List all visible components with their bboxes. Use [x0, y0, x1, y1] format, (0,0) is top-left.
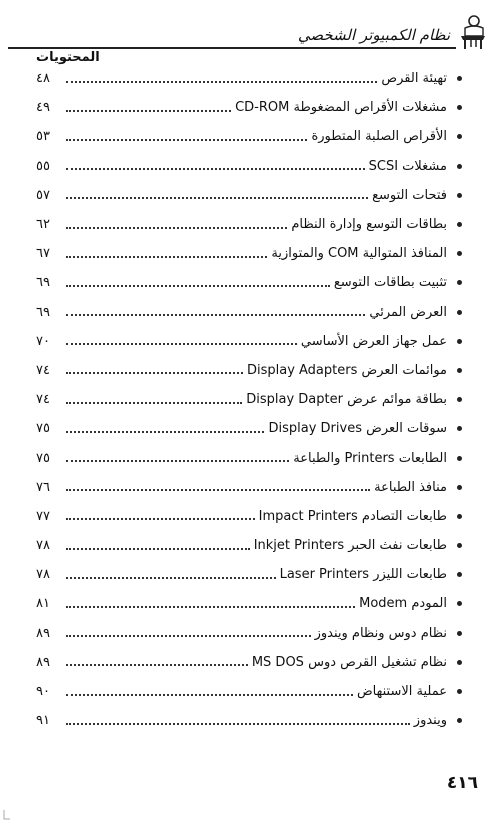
dot-leader	[66, 139, 307, 141]
toc-entry-title: الطابعات Printers والطباعة	[293, 450, 447, 466]
toc-entry	[36, 122, 462, 151]
bullet-icon	[457, 76, 462, 81]
bullet-icon	[457, 601, 462, 606]
dot-leader	[66, 81, 377, 83]
bullet-icon	[457, 572, 462, 577]
toc-entry-title: تهيئة القرص	[381, 71, 447, 87]
toc-entry-title: طابعات الليزر Laser Printers	[279, 567, 447, 583]
toc-entry	[36, 619, 462, 648]
dot-leader	[66, 256, 267, 258]
table-of-contents	[36, 64, 462, 735]
toc-entry	[36, 531, 462, 560]
toc-entry	[36, 210, 462, 239]
dot-leader	[66, 343, 297, 345]
toc-entry	[36, 443, 462, 472]
dot-leader	[66, 694, 353, 696]
book-title: نظام الكمبيوتر الشخصي	[297, 26, 450, 44]
bullet-icon	[457, 689, 462, 694]
toc-entry-page: ٦٧	[36, 246, 50, 262]
dot-leader	[66, 110, 231, 112]
toc-entry-title: عملية الاستنهاض	[356, 684, 447, 700]
bullet-icon	[457, 514, 462, 519]
toc-entry-title: مشغلات الأقراص المضغوطة CD-ROM	[235, 100, 447, 116]
toc-entry-page: ٨١	[36, 596, 50, 612]
toc-entry-page: ٧٧	[36, 508, 50, 524]
toc-entry-title: المنافذ المتوالية COM والمتوازية	[271, 246, 447, 262]
bullet-icon	[457, 222, 462, 227]
dot-leader	[66, 431, 264, 433]
dot-leader	[66, 285, 330, 287]
toc-entry-title: مشغلات SCSI	[368, 158, 447, 174]
bullet-icon	[457, 193, 462, 198]
corner-mark	[2, 809, 12, 821]
toc-entry-title: نظام تشغيل القرص دوس MS DOS	[251, 654, 447, 670]
toc-entry-title: سوقات العرض Display Drives	[268, 421, 447, 437]
toc-entry	[36, 327, 462, 356]
toc-entry-title: ويندوز	[413, 713, 447, 729]
dot-leader	[66, 635, 311, 637]
toc-entry-page: ٩١	[36, 713, 50, 729]
toc-entry-page: ٥٥	[36, 158, 50, 174]
toc-entry-title: منافذ الطباعة	[374, 479, 447, 495]
bullet-icon	[457, 631, 462, 636]
toc-entry	[36, 152, 462, 181]
toc-entry-title: المودم Modem	[359, 596, 447, 612]
toc-entry-page: ٧٨	[36, 567, 50, 583]
dot-leader	[66, 664, 248, 666]
toc-entry-page: ٦٩	[36, 304, 50, 320]
bullet-icon	[457, 251, 462, 256]
page-header	[8, 14, 490, 66]
bullet-icon	[457, 456, 462, 461]
bullet-icon	[457, 105, 462, 110]
dot-leader	[66, 548, 250, 550]
toc-entry	[36, 706, 462, 735]
toc-entry	[36, 268, 462, 297]
bullet-icon	[457, 485, 462, 490]
toc-entry-title: بطاقة موائم عرض Display Dapter	[246, 392, 447, 408]
toc-entry-page: ٩٠	[36, 684, 50, 700]
bullet-icon	[457, 134, 462, 139]
dot-leader	[66, 197, 368, 199]
bullet-icon	[457, 543, 462, 548]
toc-entry-page: ٧٠	[36, 333, 50, 349]
toc-entry	[36, 239, 462, 268]
header-rule	[8, 47, 456, 49]
toc-entry-page: ٧٥	[36, 421, 50, 437]
toc-entry	[36, 181, 462, 210]
toc-entry-title: الأقراص الصلبة المتطورة	[311, 129, 447, 145]
bullet-icon	[457, 426, 462, 431]
toc-entry	[36, 677, 462, 706]
toc-entry-page: ٨٩	[36, 625, 50, 641]
dot-leader	[66, 227, 287, 229]
toc-entry	[36, 648, 462, 677]
dot-leader	[66, 606, 355, 608]
toc-entry-title: نظام دوس ونظام ويندوز	[314, 625, 447, 641]
dot-leader	[66, 723, 410, 725]
reading-figure-logo-icon	[456, 14, 490, 50]
toc-entry	[36, 589, 462, 618]
bullet-icon	[457, 397, 462, 402]
toc-entry	[36, 64, 462, 93]
toc-entry	[36, 473, 462, 502]
toc-entry-page: ٧٤	[36, 362, 50, 378]
bullet-icon	[457, 164, 462, 169]
toc-entry-page: ٤٩	[36, 100, 50, 116]
dot-leader	[66, 518, 255, 520]
dot-leader	[66, 402, 242, 404]
section-title: المحتويات	[36, 50, 100, 65]
dot-leader	[66, 577, 276, 579]
bullet-icon	[457, 718, 462, 723]
dot-leader	[66, 314, 365, 316]
toc-entry	[36, 93, 462, 122]
toc-entry-title: طابعات التصادم Impact Printers	[258, 508, 447, 524]
dot-leader	[66, 372, 243, 374]
bullet-icon	[457, 339, 462, 344]
toc-entry-page: ٦٢	[36, 217, 50, 233]
toc-entry-page: ٧٨	[36, 538, 50, 554]
toc-entry	[36, 298, 462, 327]
page-number: ٤١٦	[446, 773, 478, 793]
toc-entry	[36, 414, 462, 443]
toc-entry-title: تثبيت بطاقات التوسع	[333, 275, 447, 291]
dot-leader	[66, 489, 370, 491]
toc-entry-page: ٤٨	[36, 71, 50, 87]
toc-entry-title: العرض المرئي	[369, 304, 447, 320]
toc-entry-title: عمل جهاز العرض الأساسي	[300, 333, 447, 349]
toc-entry-page: ٧٦	[36, 479, 50, 495]
toc-entry-page: ٦٩	[36, 275, 50, 291]
toc-entry-title: فتحات التوسع	[372, 187, 447, 203]
dot-leader	[66, 168, 365, 170]
toc-entry-page: ٥٧	[36, 187, 50, 203]
toc-entry-page: ٥٣	[36, 129, 50, 145]
toc-entry-title: موائمات العرض Display Adapters	[246, 362, 447, 378]
toc-entry	[36, 560, 462, 589]
toc-entry	[36, 385, 462, 414]
toc-entry-page: ٨٩	[36, 654, 50, 670]
toc-entry-page: ٧٤	[36, 392, 50, 408]
toc-entry-title: طابعات نفث الحبر Inkjet Printers	[253, 538, 447, 554]
toc-entry	[36, 502, 462, 531]
dot-leader	[66, 460, 289, 462]
bullet-icon	[457, 280, 462, 285]
bullet-icon	[457, 310, 462, 315]
toc-entry	[36, 356, 462, 385]
bullet-icon	[457, 368, 462, 373]
toc-entry-page: ٧٥	[36, 450, 50, 466]
bullet-icon	[457, 660, 462, 665]
toc-entry-title: بطاقات التوسع وإدارة النظام	[291, 217, 447, 233]
